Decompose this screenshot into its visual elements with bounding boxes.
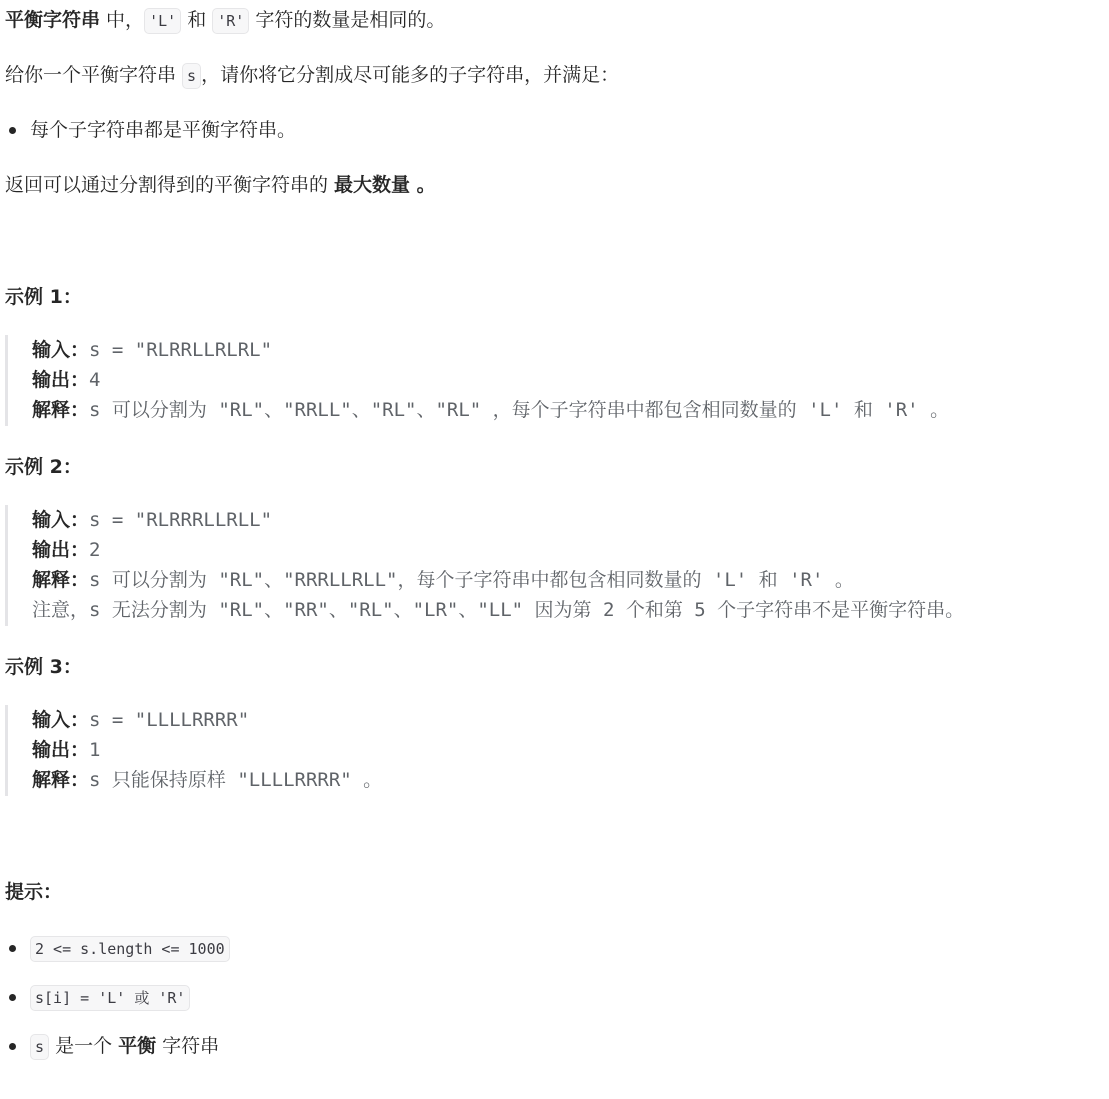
code-l: 'L' bbox=[144, 8, 181, 34]
bullet-icon bbox=[9, 127, 16, 134]
bullet-icon bbox=[9, 994, 16, 1001]
hints-title: 提示： bbox=[5, 881, 63, 903]
hint-item-1 bbox=[9, 935, 230, 962]
example-3-quote-bar bbox=[5, 705, 8, 796]
example-1-quote-bar bbox=[5, 335, 8, 426]
input-label: 输入： bbox=[32, 339, 90, 361]
example-2-quote-bar bbox=[5, 505, 8, 626]
output-value: 4 bbox=[89, 369, 101, 391]
example-2-input bbox=[32, 507, 272, 533]
example-1-output bbox=[32, 367, 100, 393]
example-2-explanation bbox=[32, 567, 854, 593]
note-text: 注意，s 无法分割为 "RL"、"RR"、"RL"、"LR"、"LL" 因为第 2 个和第 5 个子字符串不是平衡字符串。 bbox=[32, 599, 965, 621]
explanation-value: s 只能保持原样 "LLLLRRRR" 。 bbox=[89, 769, 383, 791]
example-1-input bbox=[32, 337, 272, 363]
explanation-label: 解释： bbox=[32, 769, 90, 791]
code-r: 'R' bbox=[212, 8, 249, 34]
intro-text-3: 字符的数量是相同的。 bbox=[249, 9, 446, 31]
input-value: s = "RLRRLLRLRL" bbox=[89, 339, 273, 361]
condition-item bbox=[9, 117, 296, 143]
explanation-label: 解释： bbox=[32, 569, 90, 591]
hint-item-2 bbox=[9, 984, 190, 1011]
explanation-label: 解释： bbox=[32, 399, 90, 421]
example-2-title: 示例 2： bbox=[5, 456, 82, 478]
example-2-output bbox=[32, 537, 100, 563]
example-2-note bbox=[32, 597, 964, 623]
intro-line bbox=[5, 7, 445, 34]
explanation-value: s 可以分割为 "RL"、"RRRLLRLL"，每个子字符串中都包含相同数量的 'L' 和 'R' 。 bbox=[89, 569, 854, 591]
intro-text-1: 中， bbox=[100, 9, 145, 31]
example-3-input bbox=[32, 707, 249, 733]
condition-text: 每个子字符串都是平衡字符串。 bbox=[30, 119, 297, 141]
task-text-1: 给你一个平衡字符串 bbox=[5, 64, 183, 86]
term-balanced-string: 平衡字符串 bbox=[5, 9, 101, 31]
example-3-title: 示例 3： bbox=[5, 656, 82, 678]
hint-2-code: s[i] = 'L' 或 'R' bbox=[30, 985, 190, 1011]
example-3-explanation bbox=[32, 767, 382, 793]
hint-item-3 bbox=[9, 1033, 219, 1060]
intro-text-2: 和 bbox=[181, 9, 213, 31]
input-value: s = "RLRRRLLRLL" bbox=[89, 509, 273, 531]
hint-3-bold: 平衡 bbox=[118, 1035, 157, 1057]
return-text-2: 。 bbox=[410, 174, 436, 196]
output-label: 输出： bbox=[32, 539, 90, 561]
input-label: 输入： bbox=[32, 509, 90, 531]
input-value: s = "LLLLRRRR" bbox=[89, 709, 250, 731]
return-bold: 最大数量 bbox=[334, 174, 411, 196]
return-text-1: 返回可以通过分割得到的平衡字符串的 bbox=[5, 174, 335, 196]
output-value: 1 bbox=[89, 739, 101, 761]
explanation-value: s 可以分割为 "RL"、"RRLL"、"RL"、"RL" ，每个子字符串中都包含相同数量的 'L' 和 'R' 。 bbox=[89, 399, 950, 421]
code-s: s bbox=[182, 63, 201, 89]
output-label: 输出： bbox=[32, 369, 90, 391]
hint-3-text-2: 字符串 bbox=[156, 1035, 220, 1057]
task-text-2: ，请你将它分割成尽可能多的子字符串，并满足： bbox=[201, 64, 620, 86]
input-label: 输入： bbox=[32, 709, 90, 731]
output-label: 输出： bbox=[32, 739, 90, 761]
bullet-icon bbox=[9, 1043, 16, 1050]
example-1-title: 示例 1： bbox=[5, 286, 82, 308]
task-line bbox=[5, 62, 619, 89]
bullet-icon bbox=[9, 945, 16, 952]
example-3-output bbox=[32, 737, 100, 763]
output-value: 2 bbox=[89, 539, 101, 561]
hint-3-code: s bbox=[30, 1034, 49, 1060]
hint-1-code: 2 <= s.length <= 1000 bbox=[30, 936, 230, 962]
hint-3-text-1: 是一个 bbox=[49, 1035, 119, 1057]
return-line bbox=[5, 172, 436, 198]
example-1-explanation bbox=[32, 397, 949, 423]
